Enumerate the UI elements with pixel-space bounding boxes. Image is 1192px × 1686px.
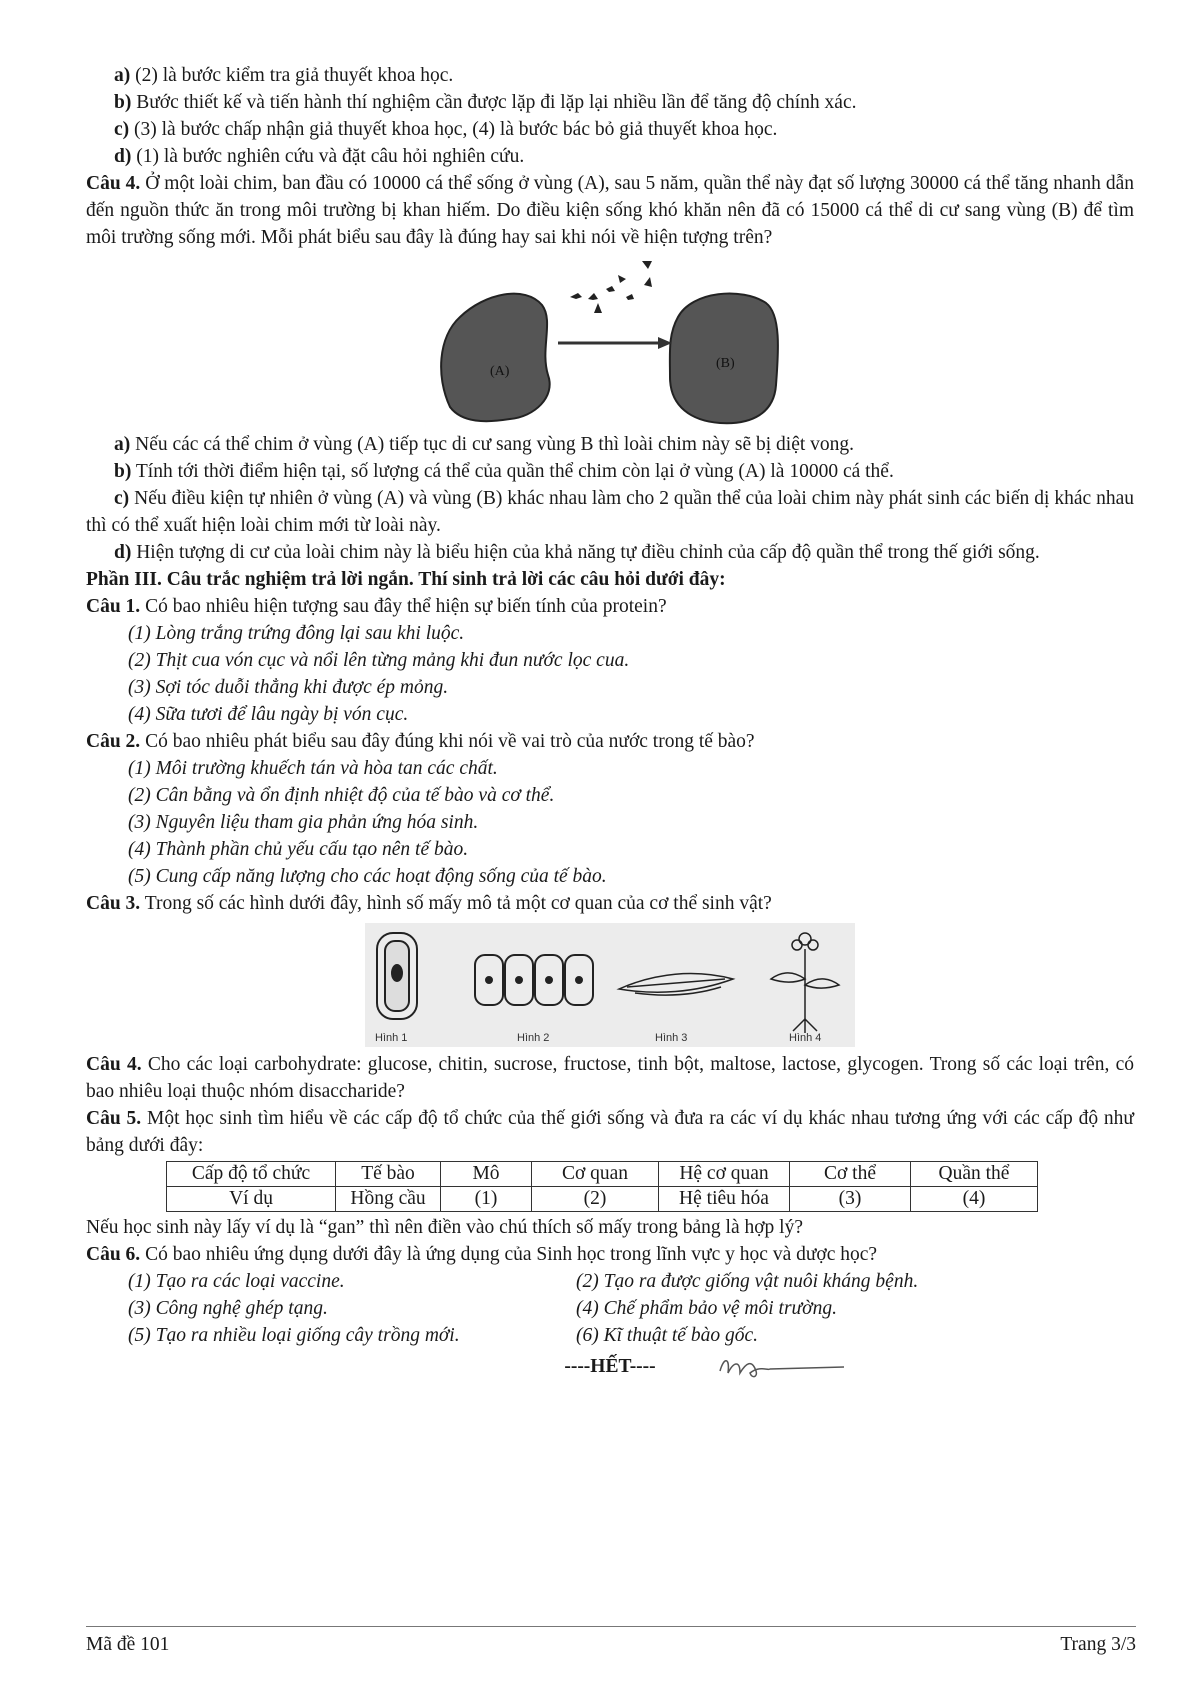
region-b-label: (B) [716,356,735,371]
migration-figure [430,257,790,427]
page-content [86,62,1134,1380]
list-item: (4) Chế phẩm bảo vệ môi trường. [576,1298,837,1319]
table-cell: Quần thể [911,1162,1038,1187]
option-row [86,1268,1134,1295]
option-text: (3) là bước chấp nhận giả thuyết khoa học, (4) là bước bác bỏ giả thuyết khoa học. [134,119,778,140]
figure-label: Hình 1 [375,1032,408,1044]
figure-label: Hình 4 [789,1032,822,1044]
list-item: (1) Môi trường khuếch tán và hòa tan các chất. [128,758,498,779]
levels-table [166,1161,1038,1212]
option-row [86,1295,1134,1322]
list-item: (4) Thành phần chủ yếu cấu tạo nên tế bào. [128,839,469,860]
end-text: ----HẾT---- [564,1356,656,1377]
region-a-label: (A) [490,364,510,379]
option-d [86,143,1134,170]
table-cell: (3) [790,1187,911,1212]
region-a-shape [441,294,550,422]
list-item: (3) Nguyên liệu tham gia phản ứng hóa sinh. [128,812,479,833]
table-cell: Ví dụ [167,1187,336,1212]
list-item: (5) Cung cấp năng lượng cho các hoạt động sống của tế bào. [128,866,607,887]
table-cell: Mô [441,1162,532,1187]
question-heading: Câu 3. [86,893,141,914]
question-heading: Câu 4. [86,1054,142,1075]
list-item: (2) Thịt cua vón cục và nổi lên từng mảng khi đun nước lọc cua. [128,650,630,671]
option-row [86,1322,1134,1349]
question-text: Có bao nhiêu hiện tượng sau đây thể hiện sự biến tính của protein? [145,596,667,617]
statement-label: a) [114,434,131,455]
table-cell: (4) [911,1187,1038,1212]
list-item: (3) Công nghệ ghép tạng. [128,1298,328,1319]
table-cell: Cơ thể [790,1162,911,1187]
part-3-heading: Phần III. Câu trắc nghiệm trả lời ngắn. Thí sinh trả lời các câu hỏi dưới đây: [86,569,726,590]
signature [712,1347,852,1387]
statement-text: Hiện tượng di cư của loài chim này là biểu hiện của khả năng tự điều chỉnh của cấp độ quần thể trong thế giới sống. [136,542,1040,563]
list-item: (1) Lòng trắng trứng đông lại sau khi luộc. [128,623,465,644]
option-text: Bước thiết kế và tiến hành thí nghiệm cần được lặp đi lặp lại nhiều lần để tăng độ chính xác. [136,92,857,113]
option-label: c) [114,119,130,140]
page-number: Trang 3/3 [1060,1634,1136,1655]
option-label: a) [114,65,131,86]
option-a [86,62,1134,89]
table-cell: Hệ cơ quan [659,1162,790,1187]
table-cell: Cơ quan [532,1162,659,1187]
statement-text: Nếu các cá thể chim ở vùng (A) tiếp tục di cư sang vùng B thì loài chim này sẽ bị diệt vong. [135,434,855,455]
list-item: (4) Sữa tươi để lâu ngày bị vón cục. [128,704,409,725]
option-text: (2) là bước kiểm tra giả thuyết khoa học. [135,65,454,86]
organization-figure [365,923,855,1047]
p3-question-5 [86,1105,1134,1159]
p3-question-6 [86,1241,1134,1268]
p3-question-1 [86,593,1134,620]
p3-question-2 [86,728,1134,755]
p3-question-3 [86,890,1134,917]
statement-text: Nếu điều kiện tự nhiên ở vùng (A) và vùng (B) khác nhau làm cho 2 quần thể của loài chim này phát sinh các biến dị khác nhau thì có thể xuất hiện loài chim mới từ loài này. [86,488,1134,536]
table-cell: (2) [532,1187,659,1212]
list-item: (1) Tạo ra các loại vaccine. [128,1271,345,1292]
option-text: (1) là bước nghiên cứu và đặt câu hỏi nghiên cứu. [136,146,525,167]
question-4 [86,170,1134,251]
table-cell: Hồng cầu [336,1187,441,1212]
statement-label: c) [114,488,130,509]
option-c [86,116,1134,143]
statement-c [86,485,1134,539]
table-cell: (1) [441,1187,532,1212]
table-row [167,1187,1038,1212]
question-text: Một học sinh tìm hiểu về các cấp độ tổ chức của thế giới sống và đưa ra các ví dụ khác nhau tương ứng với các cấp độ như bảng dưới đây: [86,1108,1135,1156]
list-item: (6) Kĩ thuật tế bào gốc. [576,1325,758,1346]
question-heading: Câu 5. [86,1108,142,1129]
exam-code: Mã đề 101 [86,1634,170,1655]
statement-d [86,539,1134,566]
statement-b [86,458,1134,485]
option-label: b) [114,92,132,113]
list-item: (2) Cân bằng và ổn định nhiệt độ của tế bào và cơ thể. [128,785,555,806]
option-b [86,89,1134,116]
list-item: (3) Sợi tóc duỗi thẳng khi được ép mỏng. [128,677,449,698]
p3-question-4 [86,1051,1134,1105]
question-text: Trong số các hình dưới đây, hình số mấy mô tả một cơ quan của cơ thể sinh vật? [144,893,772,914]
figure-label: Hình 3 [655,1032,688,1044]
statement-text: Tính tới thời điểm hiện tại, số lượng cá thể của quần thể chim còn lại ở vùng (A) là 10000 cá thể. [135,461,894,482]
list-item: (2) Tạo ra được giống vật nuôi kháng bệnh. [576,1271,919,1292]
bird-icons [570,261,652,313]
figure-label: Hình 2 [517,1032,550,1044]
table-cell: Hệ tiêu hóa [659,1187,790,1212]
question-text: Cho các loại carbohydrate: glucose, chitin, sucrose, fructose, tinh bột, maltose, lactose, glycogen. Trong số các loại trên, có bao nhiêu loại thuộc nhóm disaccharide? [86,1054,1134,1102]
question-heading: Câu 6. [86,1244,141,1265]
question-heading: Câu 4. [86,173,141,194]
footer-rule [86,1626,1136,1627]
option-label: d) [114,146,132,167]
table-cell: Tế bào [336,1162,441,1187]
statement-a [86,431,1134,458]
question-text: Có bao nhiêu ứng dụng dưới đây là ứng dụng của Sinh học trong lĩnh vực y học và dược học? [145,1244,878,1265]
list-item: (5) Tạo ra nhiều loại giống cây trồng mới. [128,1325,460,1346]
table-header-row [167,1162,1038,1187]
end-marker [86,1353,1134,1380]
statement-label: d) [114,542,132,563]
question-text: Ở một loài chim, ban đầu có 10000 cá thể sống ở vùng (A), sau 5 năm, quần thể này đạt số lượng 30000 cá thể tăng nhanh dẫn đến nguồn thức ăn trong môi trường bị khan hiếm. Do điều kiện sống khó khăn nên đã có 15000 cá thể di cư sang vùng (B) để tìm môi trường sống mới. Mỗi phát biểu sau đây là đúng hay sai khi nói về hiện tượng trên? [86,173,1134,248]
question-heading: Câu 1. [86,596,141,617]
statement-label: b) [114,461,132,482]
question-heading: Câu 2. [86,731,141,752]
question-text: Có bao nhiêu phát biểu sau đây đúng khi nói về vai trò của nước trong tế bào? [145,731,755,752]
table-cell: Cấp độ tổ chức [167,1162,336,1187]
question-followup: Nếu học sinh này lấy ví dụ là “gan” thì nên điền vào chú thích số mấy trong bảng là hợp lý? [86,1217,804,1238]
